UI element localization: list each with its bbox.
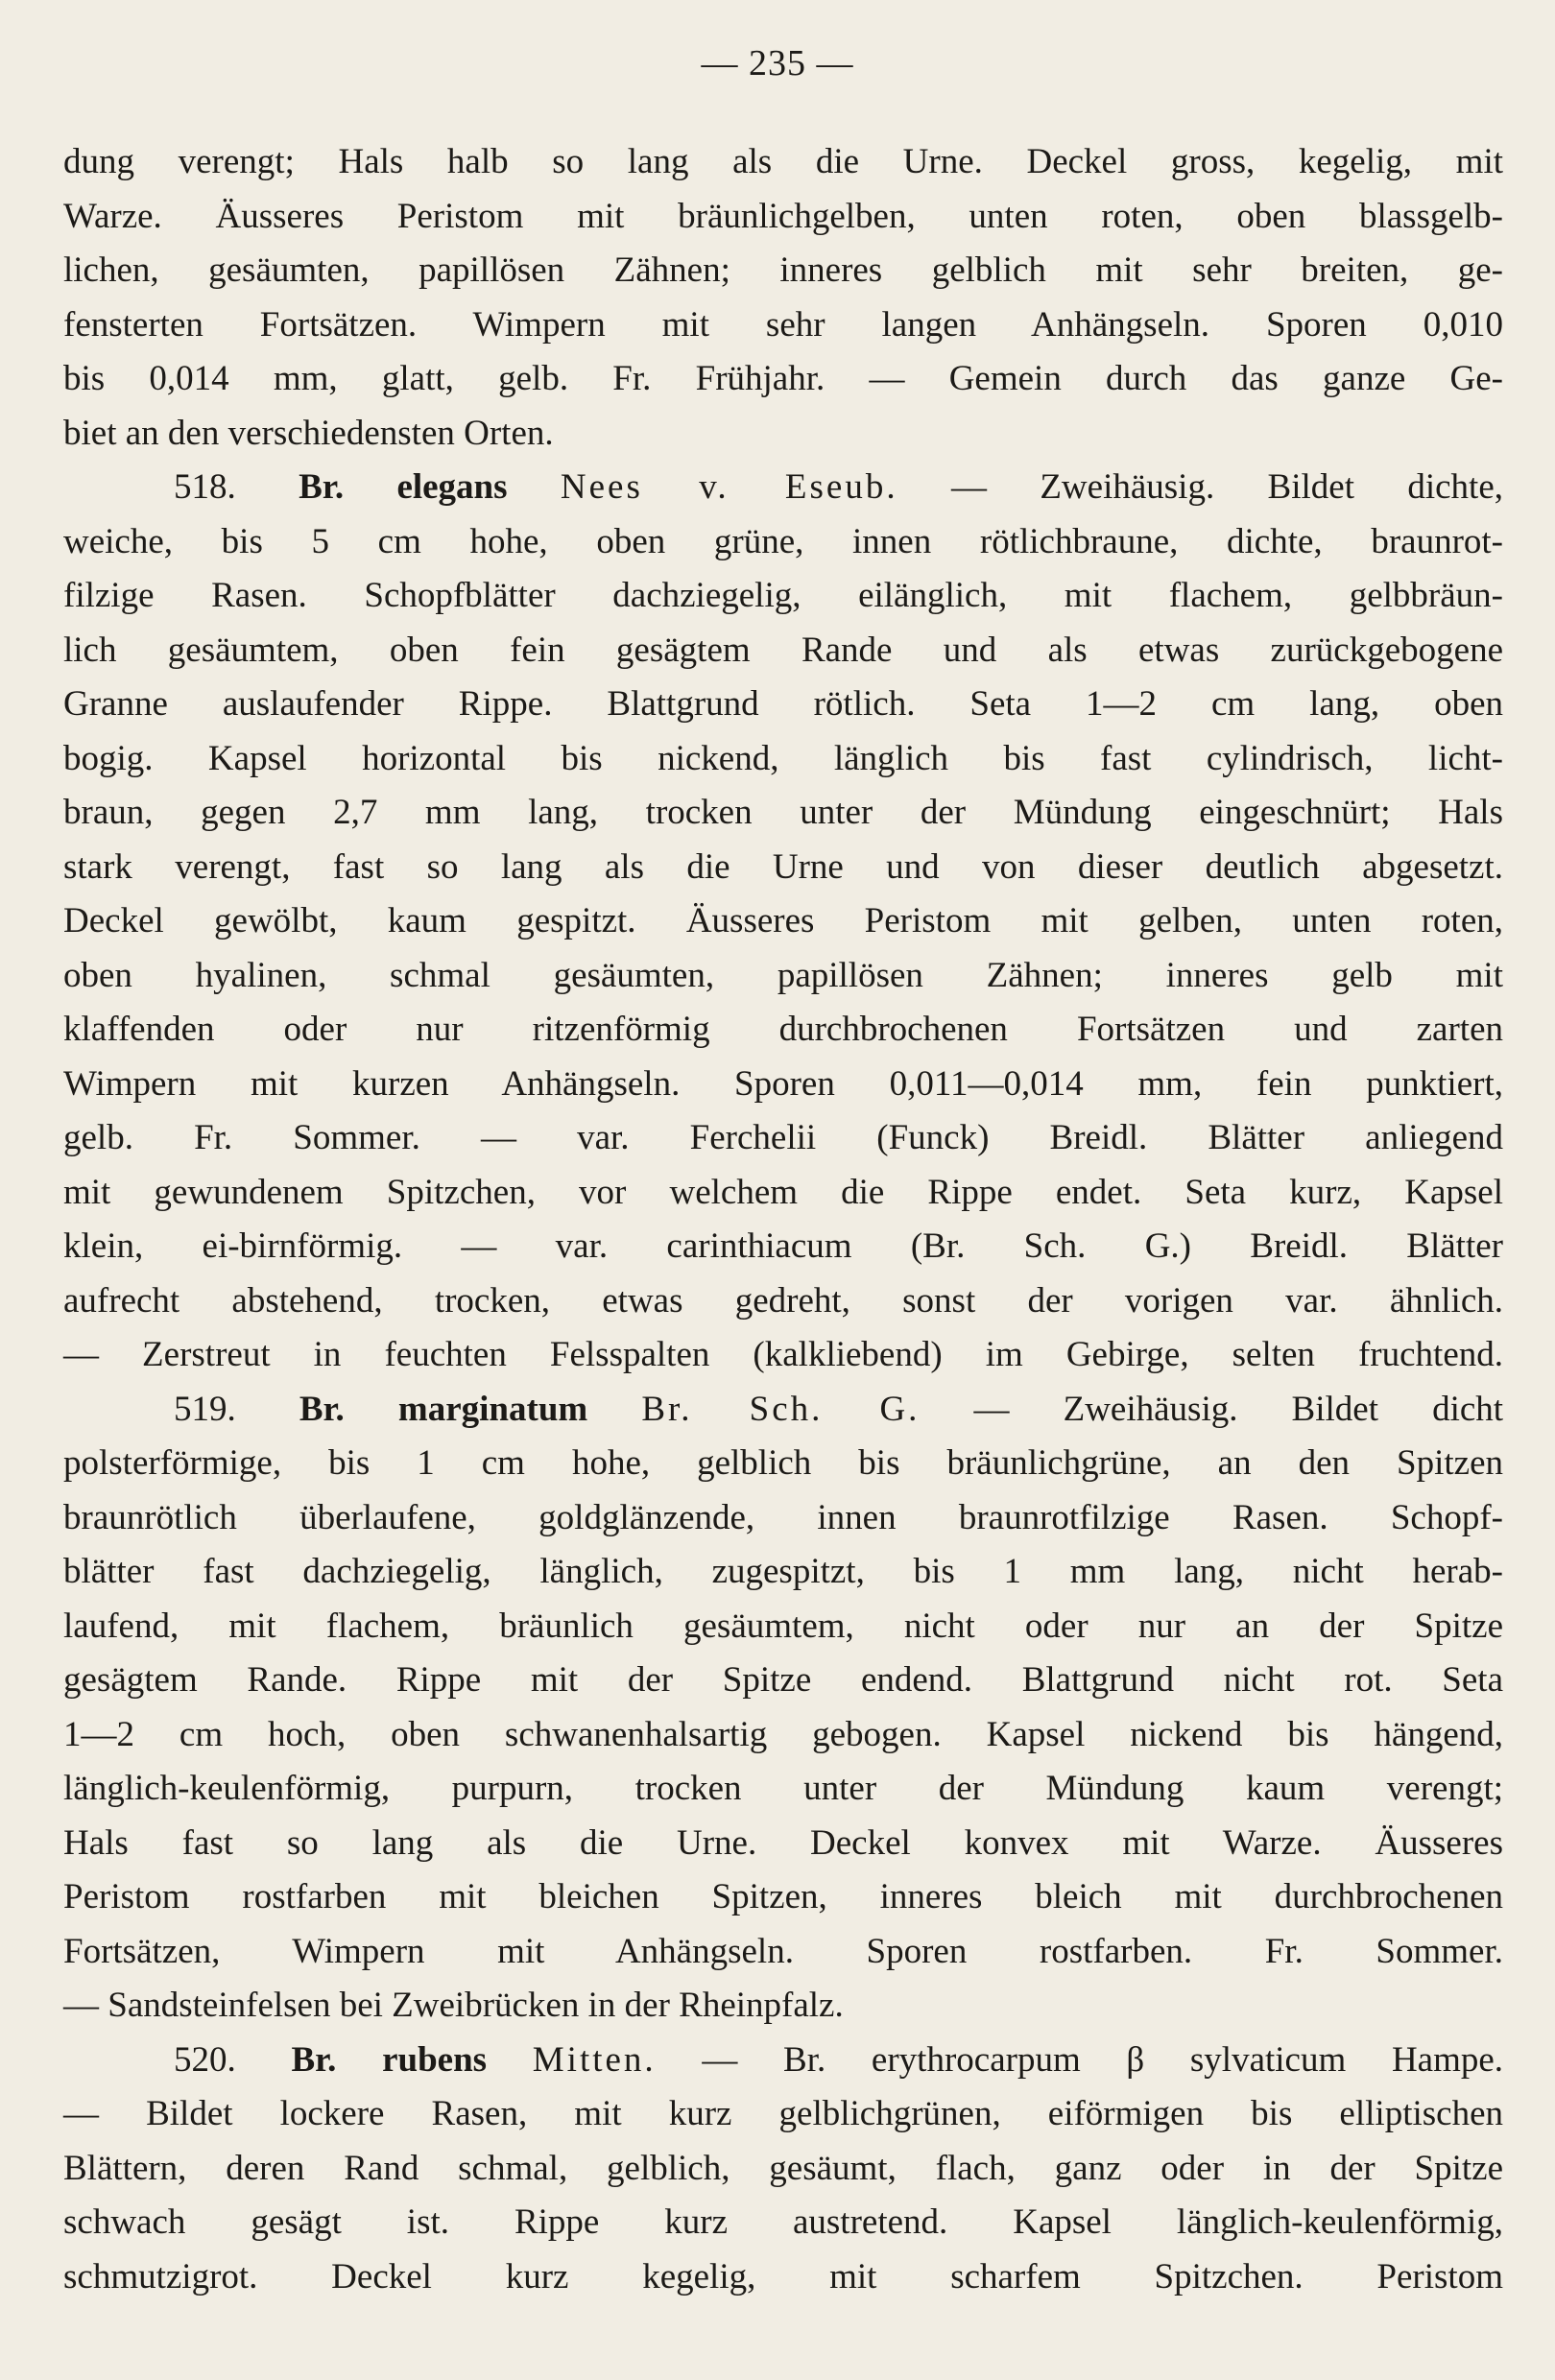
text-line: mit gewundenem Spitzchen, vor welchem die Rippe endet. Seta kurz, Kapsel xyxy=(63,1172,1503,1212)
text-line: gelb. Fr. Sommer. — var. Ferchelii (Funck) Breidl. Blätter anliegend xyxy=(63,1118,1503,1157)
text-line: lich gesäumtem, oben fein gesägtem Rande und als etwas zurückgebogene xyxy=(63,630,1503,670)
text-line: klein, ei-birnförmig. — var. carinthiacum (Br. Sch. G.) Breidl. Blätter xyxy=(63,1226,1503,1266)
entry-number: 519. xyxy=(174,1389,236,1429)
entry-heading-rest: — Br. erythrocarpum β sylvaticum Hampe. xyxy=(702,2039,1504,2080)
text-line: — Zerstreut in feuchten Felsspalten (kalkliebend) im Gebirge, selten fruchtend. xyxy=(63,1335,1503,1374)
text-line: bis 0,014 mm, glatt, gelb. Fr. Frühjahr. — Gemein durch das ganze Ge- xyxy=(63,359,1503,398)
text-line: gesägtem Rande. Rippe mit der Spitze endend. Blattgrund nicht rot. Seta xyxy=(63,1660,1503,1700)
entry-species: rubens xyxy=(382,2039,488,2080)
text-line: länglich-keulenförmig, purpurn, trocken unter der Mündung kaum verengt; xyxy=(63,1769,1503,1808)
text-line: bogig. Kapsel horizontal bis nickend, länglich bis fast cylindrisch, licht- xyxy=(63,738,1503,778)
text-line: 1—2 cm hoch, oben schwanenhalsartig gebogen. Kapsel nickend bis hängend, xyxy=(63,1714,1503,1754)
entry-heading-rest: — Zweihäusig. Bildet dichte, xyxy=(950,467,1504,507)
text-line: schwach gesägt ist. Rippe kurz austretend. Kapsel länglich-keulenförmig, xyxy=(63,2202,1503,2242)
entry-genus: Br. xyxy=(291,2039,337,2080)
text-line: stark verengt, fast so lang als die Urne und von dieser deutlich abgesetzt. xyxy=(63,846,1503,887)
text-line: — Bildet lockere Rasen, mit kurz gelblichgrünen, eiförmigen bis elliptischen xyxy=(63,2094,1503,2133)
entry-number: 518. xyxy=(174,467,236,507)
entry-author: Mitten. xyxy=(532,2039,657,2080)
text-line: aufrecht abstehend, trocken, etwas gedreht, sonst der vorigen var. ähnlich. xyxy=(63,1280,1503,1321)
text-line: braun, gegen 2,7 mm lang, trocken unter der Mündung eingeschnürt; Hals xyxy=(63,793,1503,832)
text-line: Warze. Äusseres Peristom mit bräunlichgelben, unten roten, oben blassgelb- xyxy=(63,196,1503,236)
entry-heading-519 xyxy=(63,1383,1503,1438)
text-line: — Sandsteinfelsen bei Zweibrücken in der Rheinpfalz. xyxy=(63,1986,844,2025)
text-line: lichen, gesäumten, papillösen Zähnen; inneres gelblich mit sehr breiten, ge- xyxy=(63,250,1503,290)
entry-heading-520 xyxy=(63,2034,1503,2088)
text-line: dung verengt; Hals halb so lang als die Urne. Deckel gross, kegelig, mit xyxy=(63,142,1503,181)
text-line: biet an den verschiedensten Orten. xyxy=(63,413,554,453)
text-line: polsterförmige, bis 1 cm hohe, gelblich bis bräunlichgrüne, an den Spitzen xyxy=(63,1443,1503,1483)
entry-number: 520. xyxy=(174,2039,236,2080)
text-line: Hals fast so lang als die Urne. Deckel konvex mit Warze. Äusseres xyxy=(63,1822,1503,1863)
entry-author: Br. Sch. G. xyxy=(641,1389,921,1429)
entry-heading-rest: — Zweihäusig. Bildet dicht xyxy=(973,1389,1504,1429)
entry-author: Nees v. Eseub. xyxy=(560,467,898,507)
text-block xyxy=(63,135,1503,2304)
entry-species: marginatum xyxy=(397,1389,588,1429)
entry-genus: Br. xyxy=(299,1389,345,1429)
text-line: klaffenden oder nur ritzenförmig durchbrochenen Fortsätzen und zarten xyxy=(63,1010,1503,1049)
text-line: Fortsätzen, Wimpern mit Anhängseln. Sporen rostfarben. Fr. Sommer. xyxy=(63,1931,1503,1971)
entry-species: elegans xyxy=(396,467,508,507)
text-line: Deckel gewölbt, kaum gespitzt. Äusseres Peristom mit gelben, unten roten, xyxy=(63,901,1503,940)
text-line: braunrötlich überlaufene, goldglänzende, innen braunrotfilzige Rasen. Schopf- xyxy=(63,1497,1503,1537)
entry-heading-518 xyxy=(63,461,1503,515)
text-line: filzige Rasen. Schopfblätter dachziegelig, eilänglich, mit flachem, gelbbräun- xyxy=(63,576,1503,615)
text-line: oben hyalinen, schmal gesäumten, papillösen Zähnen; inneres gelb mit xyxy=(63,955,1503,995)
text-line: blätter fast dachziegelig, länglich, zugespitzt, bis 1 mm lang, nicht herab- xyxy=(63,1552,1503,1591)
text-line: Peristom rostfarben mit bleichen Spitzen, inneres bleich mit durchbrochenen xyxy=(63,1877,1503,1916)
page-number: — 235 — xyxy=(701,43,854,83)
text-line: schmutzigrot. Deckel kurz kegelig, mit scharfem Spitzchen. Peristom xyxy=(63,2256,1503,2297)
text-line: laufend, mit flachem, bräunlich gesäumtem, nicht oder nur an der Spitze xyxy=(63,1606,1503,1646)
text-line: Wimpern mit kurzen Anhängseln. Sporen 0,011—0,014 mm, fein punktiert, xyxy=(63,1063,1503,1104)
text-line: Blättern, deren Rand schmal, gelblich, gesäumt, flach, ganz oder in der Spitze xyxy=(63,2148,1503,2188)
text-line: Granne auslaufender Rippe. Blattgrund rötlich. Seta 1—2 cm lang, oben xyxy=(63,684,1503,724)
text-line: weiche, bis 5 cm hohe, oben grüne, innen rötlichbraune, dichte, braunrot- xyxy=(63,521,1503,561)
text-line: fensterten Fortsätzen. Wimpern mit sehr langen Anhängseln. Sporen 0,010 xyxy=(63,304,1503,345)
entry-genus: Br. xyxy=(299,467,345,507)
